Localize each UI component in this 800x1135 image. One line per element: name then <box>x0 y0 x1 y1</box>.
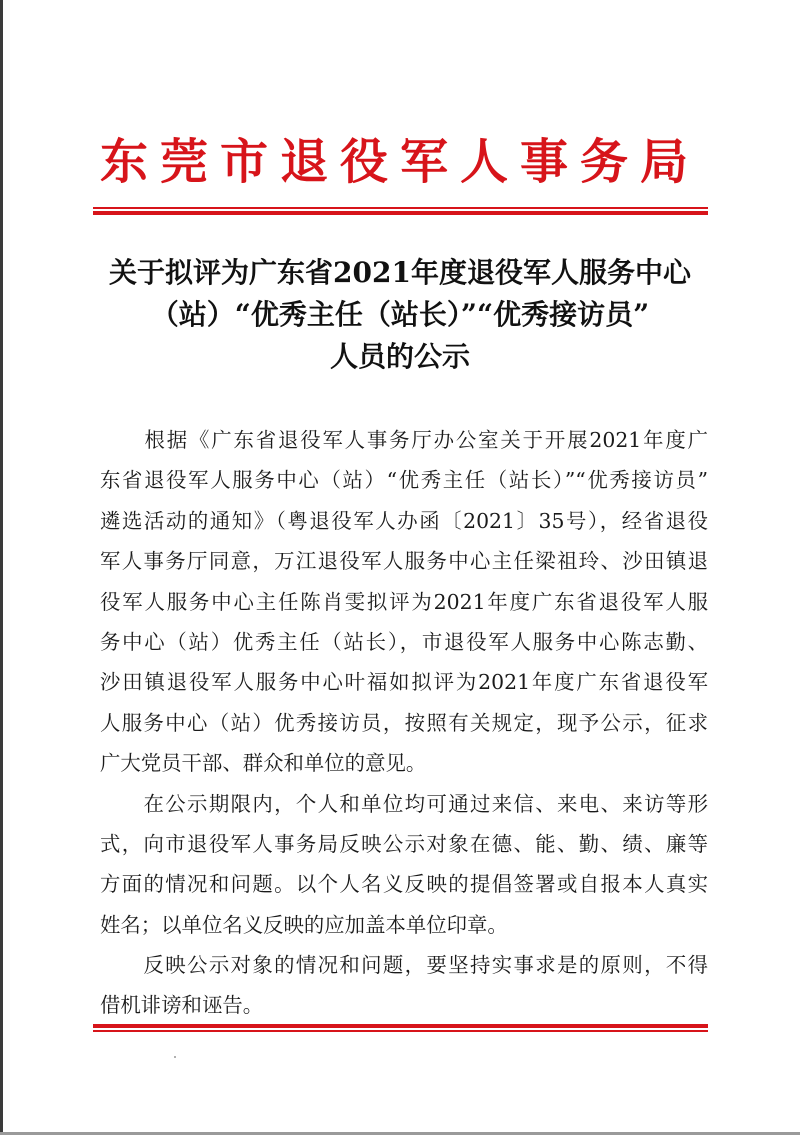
body-line: 方面的情况和问题。以个人名义反映的提倡签署或自报本人真实 <box>100 872 708 897</box>
title-line-2: （站）“优秀主任（站长）”“优秀接访员” <box>150 298 650 331</box>
masthead-title: 东莞市退役军人事务局 <box>99 134 700 190</box>
masthead-rule-thin <box>93 207 708 209</box>
body-line: 人服务中心（站）优秀接访员，按照有关规定，现予公示，征求 <box>100 710 708 735</box>
body-line: 务中心（站）优秀主任（站长），市退役军人服务中心陈志勤、 <box>100 629 708 654</box>
title-line-3: 人员的公示 <box>329 340 470 373</box>
body-line: 东省退役军人服务中心（站）“优秀主任（站长）”“优秀接访员” <box>100 468 708 493</box>
body-line: 役军人服务中心主任陈肖雯拟评为2021年度广东省退役军人服 <box>100 589 708 614</box>
body-line: 姓名；以单位名义反映的应加盖本单位印章。 <box>100 912 508 937</box>
masthead-rule-thick <box>93 211 708 215</box>
body-line: 沙田镇退役军人服务中心叶福如拟评为2021年度广东省退役军 <box>100 670 708 695</box>
body-line: 军人事务厅同意，万江退役军人服务中心主任梁祖玲、沙田镇退 <box>100 549 708 574</box>
footer-rule-thick <box>93 1024 708 1028</box>
body-line: 在公示期限内，个人和单位均可通过来信、来电、来访等形 <box>100 791 708 816</box>
body-line: 借机诽谤和诬告。 <box>100 993 264 1018</box>
title-line-1: 关于拟评为广东省2021年度退役军人服务中心 <box>109 256 691 289</box>
scan-dot <box>174 1056 176 1058</box>
body-line: 式，向市退役军人事务局反映公示对象在德、能、勤、绩、廉等 <box>100 831 708 856</box>
document-body <box>100 420 708 1026</box>
body-line: 广大党员干部、群众和单位的意见。 <box>100 751 427 776</box>
body-line: 遴选活动的通知》（粤退役军人办函〔2021〕35号），经省退役 <box>100 508 708 533</box>
document-title <box>60 252 740 378</box>
footer-rule-thin <box>93 1030 708 1032</box>
body-line: 根据《广东省退役军人事务厅办公室关于开展2021年度广 <box>100 428 708 452</box>
body-line: 反映公示对象的情况和问题，要坚持实事求是的原则，不得 <box>100 953 708 978</box>
